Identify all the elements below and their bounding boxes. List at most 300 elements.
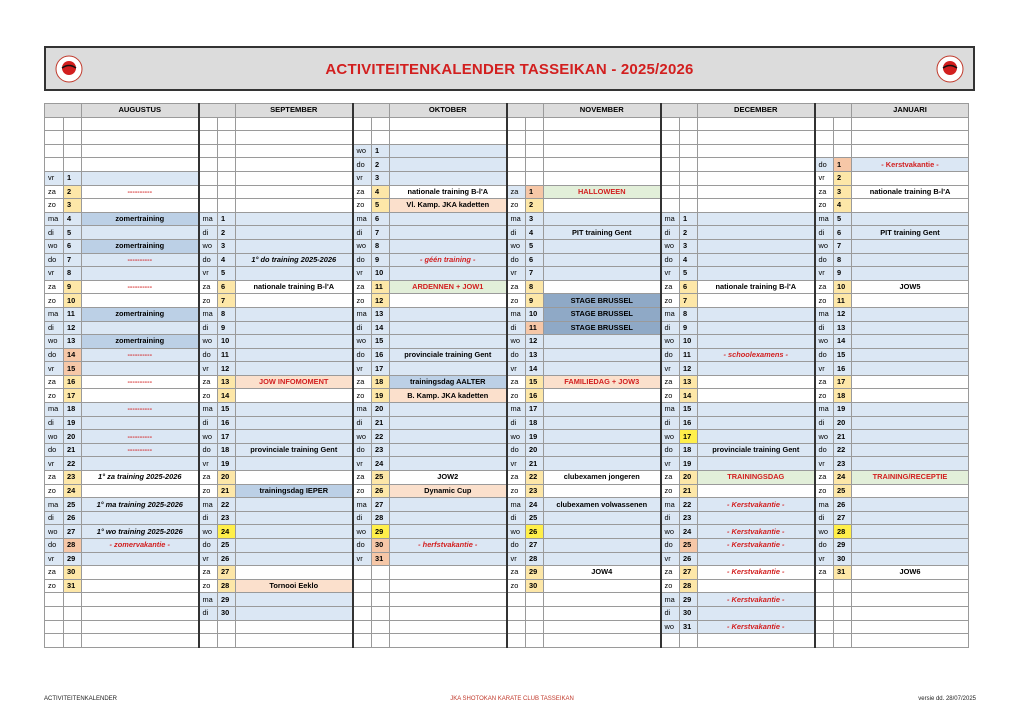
event-cell xyxy=(544,348,661,362)
date-cell: 9 xyxy=(526,294,544,308)
date-cell: 23 xyxy=(680,511,698,525)
calendar-row xyxy=(45,131,969,145)
event-cell xyxy=(390,620,507,634)
date-cell: 13 xyxy=(526,348,544,362)
event-cell: TRAINING/RECEPTIE xyxy=(852,471,969,485)
event-cell: ---------- xyxy=(82,280,199,294)
date-cell: 10 xyxy=(526,307,544,321)
weekday-cell: di xyxy=(353,416,372,430)
date-cell: 18 xyxy=(680,443,698,457)
event-cell xyxy=(544,511,661,525)
event-cell xyxy=(82,593,199,607)
event-cell xyxy=(852,362,969,376)
date-cell: 1 xyxy=(64,171,82,185)
event-cell xyxy=(698,321,815,335)
date-cell: 20 xyxy=(680,471,698,485)
weekday-cell: zo xyxy=(507,294,526,308)
event-cell xyxy=(852,606,969,620)
weekday-cell: za xyxy=(45,566,64,580)
calendar-row xyxy=(45,375,969,389)
date-cell xyxy=(834,144,852,158)
month-header-row xyxy=(45,104,969,118)
event-cell: JOW6 xyxy=(852,566,969,580)
date-cell: 16 xyxy=(372,348,390,362)
event-cell: ---------- xyxy=(82,430,199,444)
calendar-table xyxy=(44,103,969,648)
event-cell xyxy=(852,579,969,593)
calendar-row xyxy=(45,511,969,525)
date-cell: 15 xyxy=(372,335,390,349)
date-cell: 3 xyxy=(218,239,236,253)
weekday-cell xyxy=(507,620,526,634)
weekday-cell: zo xyxy=(199,579,218,593)
event-cell xyxy=(544,620,661,634)
date-cell: 14 xyxy=(372,321,390,335)
event-cell: TRAININGSDAG xyxy=(698,471,815,485)
weekday-cell: vr xyxy=(507,552,526,566)
weekday-cell: wo xyxy=(507,430,526,444)
date-cell: 27 xyxy=(834,511,852,525)
event-cell xyxy=(82,171,199,185)
weekday-cell: wo xyxy=(199,239,218,253)
weekday-cell xyxy=(815,634,834,648)
date-cell: 10 xyxy=(64,294,82,308)
date-cell: 2 xyxy=(680,226,698,240)
date-cell: 8 xyxy=(834,253,852,267)
event-cell xyxy=(698,239,815,253)
date-cell xyxy=(372,593,390,607)
event-cell: provinciale training Gent xyxy=(390,348,507,362)
event-cell xyxy=(852,511,969,525)
event-cell xyxy=(544,403,661,417)
weekday-cell xyxy=(815,620,834,634)
weekday-cell: wo xyxy=(815,239,834,253)
event-cell xyxy=(82,634,199,648)
date-cell: 3 xyxy=(526,212,544,226)
date-cell xyxy=(834,593,852,607)
date-cell: 9 xyxy=(372,253,390,267)
event-cell: trainingsdag IEPER xyxy=(236,484,353,498)
weekday-cell: di xyxy=(199,606,218,620)
weekday-cell: za xyxy=(661,280,680,294)
date-cell: 19 xyxy=(834,403,852,417)
event-cell xyxy=(698,131,815,145)
event-cell xyxy=(82,144,199,158)
weekday-cell: do xyxy=(507,348,526,362)
event-cell xyxy=(390,498,507,512)
event-cell xyxy=(544,484,661,498)
weekday-cell: di xyxy=(507,321,526,335)
event-cell xyxy=(390,212,507,226)
date-cell: 31 xyxy=(372,552,390,566)
date-cell xyxy=(372,620,390,634)
event-cell xyxy=(82,389,199,403)
date-cell: 27 xyxy=(526,539,544,553)
weekday-cell: vr xyxy=(507,457,526,471)
date-cell: 16 xyxy=(218,416,236,430)
event-cell xyxy=(852,199,969,213)
event-cell: JOW4 xyxy=(544,566,661,580)
weekday-cell xyxy=(507,606,526,620)
weekday-cell: vr xyxy=(353,267,372,281)
date-cell: 22 xyxy=(372,430,390,444)
event-cell xyxy=(852,144,969,158)
weekday-cell xyxy=(353,634,372,648)
calendar-row xyxy=(45,634,969,648)
event-cell xyxy=(544,606,661,620)
event-cell xyxy=(852,457,969,471)
date-cell: 30 xyxy=(834,552,852,566)
calendar-row xyxy=(45,539,969,553)
date-cell: 29 xyxy=(64,552,82,566)
date-cell: 14 xyxy=(834,335,852,349)
event-cell xyxy=(698,185,815,199)
event-cell: - Kerstvakantie - xyxy=(698,525,815,539)
date-cell: 20 xyxy=(372,403,390,417)
weekday-cell xyxy=(815,131,834,145)
event-cell xyxy=(544,362,661,376)
event-cell xyxy=(852,171,969,185)
weekday-cell: vr xyxy=(45,457,64,471)
calendar-row xyxy=(45,280,969,294)
date-cell: 27 xyxy=(64,525,82,539)
event-cell xyxy=(698,430,815,444)
date-cell: 31 xyxy=(64,579,82,593)
event-cell xyxy=(390,634,507,648)
date-cell xyxy=(372,579,390,593)
date-cell: 19 xyxy=(64,416,82,430)
weekday-cell: ma xyxy=(199,498,218,512)
event-cell xyxy=(390,606,507,620)
date-cell xyxy=(680,131,698,145)
event-cell xyxy=(236,158,353,172)
event-cell xyxy=(852,267,969,281)
date-cell: 2 xyxy=(526,199,544,213)
date-cell: 16 xyxy=(64,375,82,389)
event-cell xyxy=(82,566,199,580)
date-cell: 7 xyxy=(372,226,390,240)
event-cell xyxy=(236,117,353,131)
event-cell xyxy=(544,593,661,607)
weekday-cell: vr xyxy=(815,171,834,185)
date-cell: 25 xyxy=(680,539,698,553)
date-cell: 21 xyxy=(834,430,852,444)
event-cell: ---------- xyxy=(82,403,199,417)
weekday-cell: zo xyxy=(45,199,64,213)
event-cell: clubexamen volwassenen xyxy=(544,498,661,512)
weekday-cell: zo xyxy=(661,294,680,308)
event-cell xyxy=(698,294,815,308)
event-cell: FAMILIEDAG + JOW3 xyxy=(544,375,661,389)
date-cell: 10 xyxy=(680,335,698,349)
date-cell xyxy=(526,131,544,145)
event-cell xyxy=(236,511,353,525)
date-cell: 17 xyxy=(834,375,852,389)
weekday-cell: za xyxy=(45,185,64,199)
event-cell xyxy=(698,416,815,430)
date-cell: 12 xyxy=(64,321,82,335)
date-cell: 22 xyxy=(64,457,82,471)
date-cell: 15 xyxy=(526,375,544,389)
date-cell xyxy=(372,606,390,620)
event-cell: nationale training B-l'A xyxy=(390,185,507,199)
calendar-row xyxy=(45,117,969,131)
event-cell xyxy=(852,416,969,430)
date-cell: 8 xyxy=(680,307,698,321)
date-cell xyxy=(218,158,236,172)
calendar-row xyxy=(45,525,969,539)
weekday-cell: wo xyxy=(661,620,680,634)
event-cell xyxy=(390,443,507,457)
weekday-cell: ma xyxy=(199,212,218,226)
date-cell: 7 xyxy=(526,267,544,281)
event-cell: nationale training B-l'A xyxy=(236,280,353,294)
weekday-cell: zo xyxy=(661,484,680,498)
weekday-cell xyxy=(815,579,834,593)
date-cell: 29 xyxy=(372,525,390,539)
date-cell: 25 xyxy=(526,511,544,525)
event-cell xyxy=(544,634,661,648)
weekday-cell xyxy=(507,158,526,172)
weekday-cell: ma xyxy=(661,307,680,321)
weekday-cell: wo xyxy=(815,335,834,349)
event-cell xyxy=(544,131,661,145)
date-cell: 1 xyxy=(526,185,544,199)
event-cell xyxy=(390,267,507,281)
date-cell: 26 xyxy=(526,525,544,539)
date-cell: 6 xyxy=(64,239,82,253)
event-cell xyxy=(698,171,815,185)
weekday-cell: di xyxy=(199,226,218,240)
weekday-cell: ma xyxy=(661,212,680,226)
event-cell xyxy=(698,144,815,158)
weekday-cell: vr xyxy=(815,552,834,566)
event-cell: STAGE BRUSSEL xyxy=(544,294,661,308)
weekday-cell: vr xyxy=(507,362,526,376)
date-cell: 25 xyxy=(372,471,390,485)
date-cell: 30 xyxy=(218,606,236,620)
calendar-row xyxy=(45,144,969,158)
weekday-cell xyxy=(815,606,834,620)
weekday-cell: za xyxy=(507,375,526,389)
date-cell xyxy=(526,158,544,172)
date-cell xyxy=(680,185,698,199)
weekday-cell: zo xyxy=(815,389,834,403)
date-cell: 30 xyxy=(526,579,544,593)
date-cell: 22 xyxy=(526,471,544,485)
month-header: NOVEMBER xyxy=(544,104,661,118)
weekday-cell xyxy=(507,593,526,607)
weekday-cell: do xyxy=(353,158,372,172)
weekday-cell: di xyxy=(353,511,372,525)
event-cell: B. Kamp. JKA kadetten xyxy=(390,389,507,403)
weekday-cell xyxy=(353,606,372,620)
event-cell xyxy=(390,511,507,525)
date-cell xyxy=(64,117,82,131)
event-cell xyxy=(852,539,969,553)
date-cell: 3 xyxy=(834,185,852,199)
event-cell xyxy=(390,131,507,145)
event-cell xyxy=(390,416,507,430)
event-cell xyxy=(236,335,353,349)
month-header-spacer xyxy=(661,104,698,118)
date-cell: 27 xyxy=(218,566,236,580)
event-cell xyxy=(82,321,199,335)
weekday-cell xyxy=(815,144,834,158)
date-cell: 4 xyxy=(64,212,82,226)
date-cell: 13 xyxy=(680,375,698,389)
weekday-cell: do xyxy=(815,443,834,457)
weekday-cell: wo xyxy=(815,525,834,539)
date-cell: 7 xyxy=(834,239,852,253)
event-cell: JOW2 xyxy=(390,471,507,485)
weekday-cell xyxy=(815,593,834,607)
date-cell: 22 xyxy=(834,443,852,457)
calendar-row xyxy=(45,212,969,226)
event-cell xyxy=(236,307,353,321)
weekday-cell: do xyxy=(353,539,372,553)
date-cell: 25 xyxy=(64,498,82,512)
date-cell xyxy=(372,566,390,580)
calendar-row xyxy=(45,294,969,308)
weekday-cell: wo xyxy=(353,335,372,349)
event-cell xyxy=(698,335,815,349)
date-cell: 13 xyxy=(218,375,236,389)
date-cell xyxy=(64,593,82,607)
weekday-cell xyxy=(507,171,526,185)
date-cell: 11 xyxy=(834,294,852,308)
calendar-row xyxy=(45,416,969,430)
date-cell: 7 xyxy=(64,253,82,267)
date-cell: 14 xyxy=(218,389,236,403)
date-cell: 14 xyxy=(680,389,698,403)
weekday-cell: wo xyxy=(353,239,372,253)
date-cell: 6 xyxy=(526,253,544,267)
event-cell xyxy=(698,457,815,471)
calendar-row xyxy=(45,226,969,240)
weekday-cell: zo xyxy=(45,579,64,593)
date-cell: 28 xyxy=(834,525,852,539)
footer-left: ACTIVITEITENKALENDER xyxy=(44,696,118,702)
date-cell: 21 xyxy=(218,484,236,498)
calendar-row xyxy=(45,430,969,444)
weekday-cell: wo xyxy=(507,335,526,349)
date-cell: 11 xyxy=(526,321,544,335)
date-cell: 10 xyxy=(372,267,390,281)
event-cell xyxy=(236,294,353,308)
event-cell xyxy=(390,362,507,376)
weekday-cell xyxy=(45,144,64,158)
event-cell xyxy=(82,579,199,593)
event-cell xyxy=(698,253,815,267)
event-cell: trainingsdag AALTER xyxy=(390,375,507,389)
date-cell: 24 xyxy=(834,471,852,485)
event-cell: ARDENNEN + JOW1 xyxy=(390,280,507,294)
weekday-cell: zo xyxy=(199,484,218,498)
date-cell: 26 xyxy=(372,484,390,498)
date-cell: 22 xyxy=(680,498,698,512)
weekday-cell xyxy=(353,131,372,145)
weekday-cell: ma xyxy=(661,403,680,417)
weekday-cell xyxy=(199,117,218,131)
date-cell xyxy=(680,158,698,172)
calendar-row xyxy=(45,457,969,471)
date-cell: 2 xyxy=(372,158,390,172)
weekday-cell: vr xyxy=(353,171,372,185)
date-cell xyxy=(218,620,236,634)
event-cell xyxy=(390,430,507,444)
weekday-cell: wo xyxy=(199,525,218,539)
date-cell: 12 xyxy=(218,362,236,376)
weekday-cell: za xyxy=(507,566,526,580)
weekday-cell xyxy=(199,131,218,145)
event-cell: Tornooi Eeklo xyxy=(236,579,353,593)
event-cell xyxy=(698,606,815,620)
calendar-row xyxy=(45,606,969,620)
weekday-cell: zo xyxy=(815,484,834,498)
event-cell xyxy=(852,525,969,539)
weekday-cell: ma xyxy=(199,307,218,321)
date-cell: 14 xyxy=(64,348,82,362)
event-cell xyxy=(852,389,969,403)
date-cell: 19 xyxy=(218,457,236,471)
date-cell: 21 xyxy=(680,484,698,498)
event-cell xyxy=(390,403,507,417)
weekday-cell: wo xyxy=(661,525,680,539)
date-cell: 13 xyxy=(372,307,390,321)
weekday-cell: di xyxy=(507,226,526,240)
date-cell: 5 xyxy=(526,239,544,253)
date-cell: 23 xyxy=(372,443,390,457)
weekday-cell: vr xyxy=(199,267,218,281)
date-cell: 19 xyxy=(680,457,698,471)
date-cell xyxy=(526,117,544,131)
event-cell xyxy=(82,484,199,498)
date-cell: 29 xyxy=(680,593,698,607)
calendar-row xyxy=(45,579,969,593)
date-cell xyxy=(834,606,852,620)
calendar-row xyxy=(45,267,969,281)
event-cell xyxy=(390,335,507,349)
event-cell xyxy=(82,552,199,566)
event-cell xyxy=(82,362,199,376)
event-cell xyxy=(390,239,507,253)
weekday-cell: vr xyxy=(353,362,372,376)
event-cell xyxy=(544,199,661,213)
date-cell: 8 xyxy=(218,307,236,321)
calendar-row xyxy=(45,620,969,634)
event-cell xyxy=(544,212,661,226)
date-cell: 6 xyxy=(680,280,698,294)
month-header: DECEMBER xyxy=(698,104,815,118)
event-cell xyxy=(236,226,353,240)
weekday-cell: vr xyxy=(661,267,680,281)
event-cell xyxy=(852,375,969,389)
event-cell xyxy=(698,375,815,389)
weekday-cell: wo xyxy=(661,335,680,349)
date-cell: 5 xyxy=(218,267,236,281)
weekday-cell: di xyxy=(507,511,526,525)
event-cell: 1° ma training 2025-2026 xyxy=(82,498,199,512)
weekday-cell: wo xyxy=(45,430,64,444)
weekday-cell: za xyxy=(353,185,372,199)
weekday-cell: di xyxy=(199,416,218,430)
weekday-cell: za xyxy=(507,280,526,294)
event-cell: - Kerstvakantie - xyxy=(698,498,815,512)
weekday-cell: di xyxy=(199,511,218,525)
weekday-cell xyxy=(661,117,680,131)
date-cell: 26 xyxy=(680,552,698,566)
